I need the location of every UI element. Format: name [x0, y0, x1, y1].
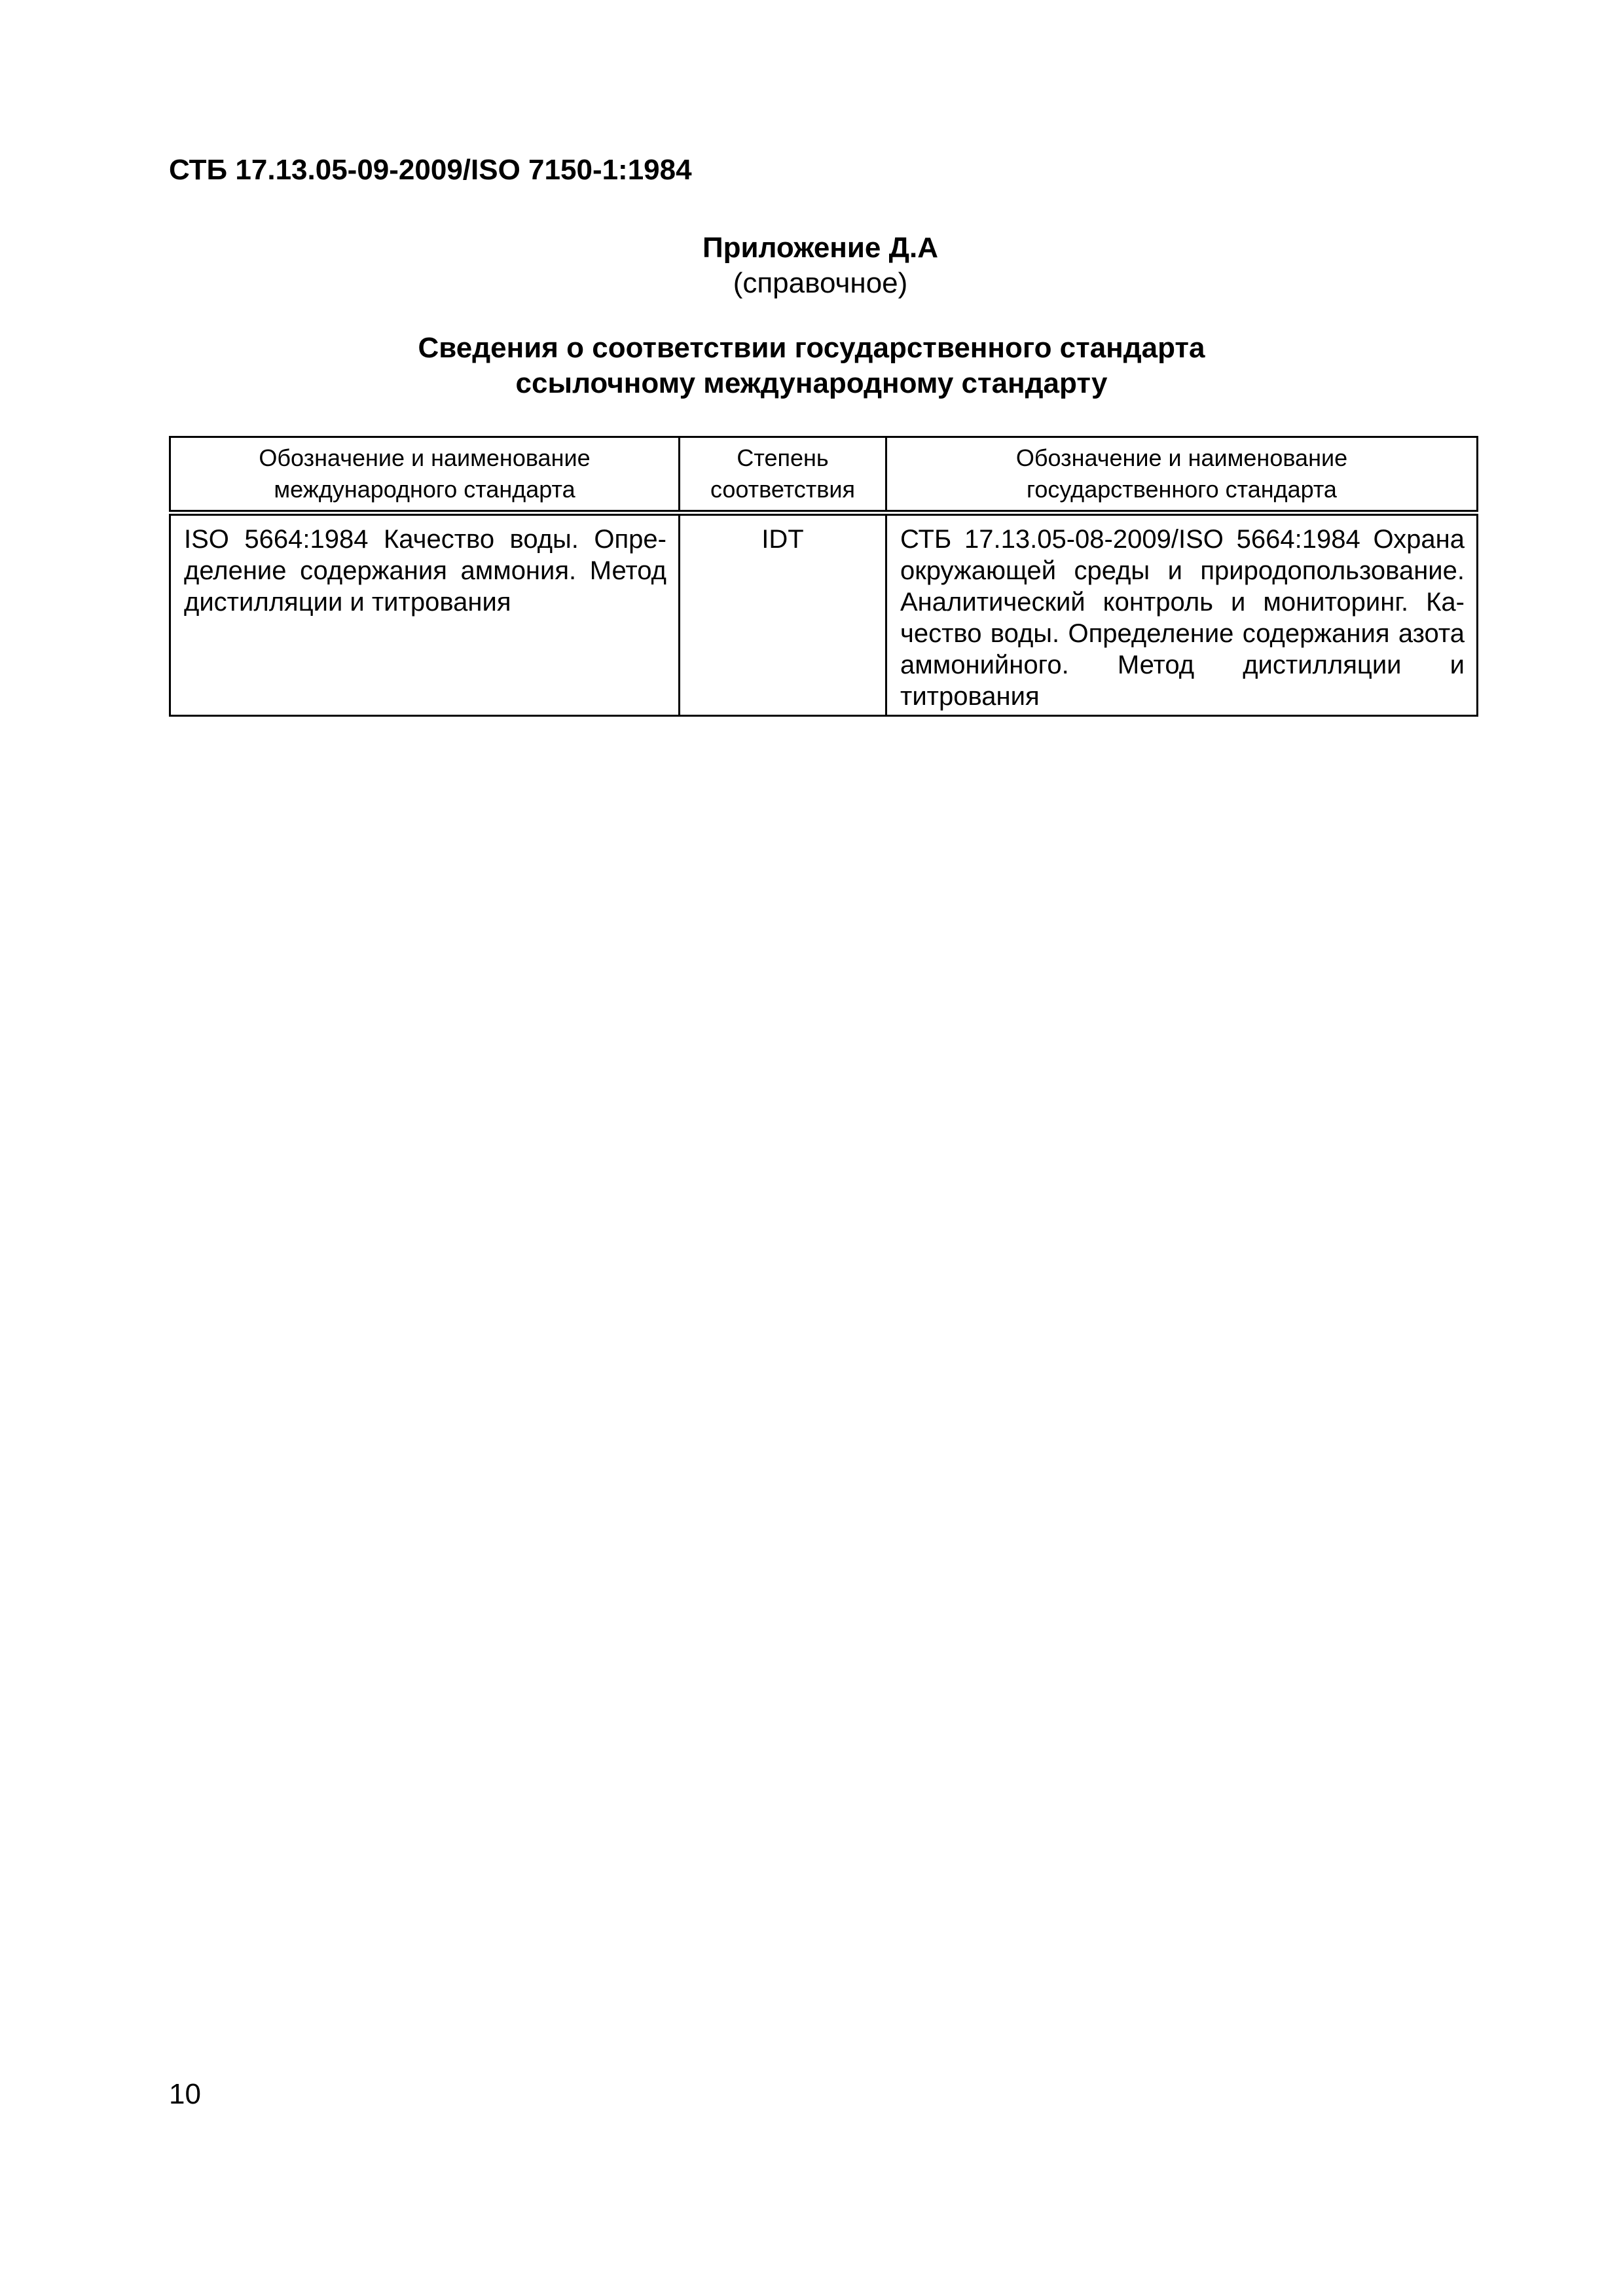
header-line: международного стандарта — [274, 476, 575, 503]
annex-title: Приложение Д.А — [702, 232, 938, 264]
national-standard-text: СТБ 17.13.05-08-2009/ISO 5664:1984 Охрана окружающей среды и природопользование. Аналитический контроль и мониторинг. Ка-чество воды. Определение содержания азота аммонийного. Метод дистилляции и титрования — [900, 525, 1465, 711]
international-standard-text: ISO 5664:1984 Качество воды. Опре-деление содержания аммония. Метод дистилляции и титрования — [184, 525, 666, 617]
annex-heading — [0, 230, 1623, 301]
header-line: Обозначение и наименование — [259, 444, 591, 471]
cell-national-standard — [886, 513, 1478, 716]
document-code: СТБ 17.13.05-09-2009/ISO 7150-1:1984 — [169, 154, 692, 186]
cell-degree — [680, 513, 886, 716]
header-line: Степень — [737, 444, 829, 471]
header-international-standard — [170, 437, 680, 513]
cell-international-standard — [170, 513, 680, 716]
degree-text: IDT — [761, 525, 804, 554]
table-header-row — [170, 437, 1478, 513]
header-line: Обозначение и наименование — [1015, 444, 1348, 471]
annex-note: (справочное) — [733, 267, 908, 299]
table-row — [170, 513, 1478, 716]
header-national-standard — [886, 437, 1478, 513]
header-degree-of-correspondence — [680, 437, 886, 513]
header-line: соответствия — [710, 476, 855, 503]
correspondence-table — [169, 436, 1478, 717]
page-number: 10 — [169, 2078, 201, 2110]
section-title-line-2: ссылочному международному стандарту — [515, 367, 1108, 399]
header-line: государственного стандарта — [1027, 476, 1337, 503]
section-title — [169, 331, 1623, 401]
section-title-line-1: Сведения о соответствии государственного стандарта — [418, 332, 1205, 364]
